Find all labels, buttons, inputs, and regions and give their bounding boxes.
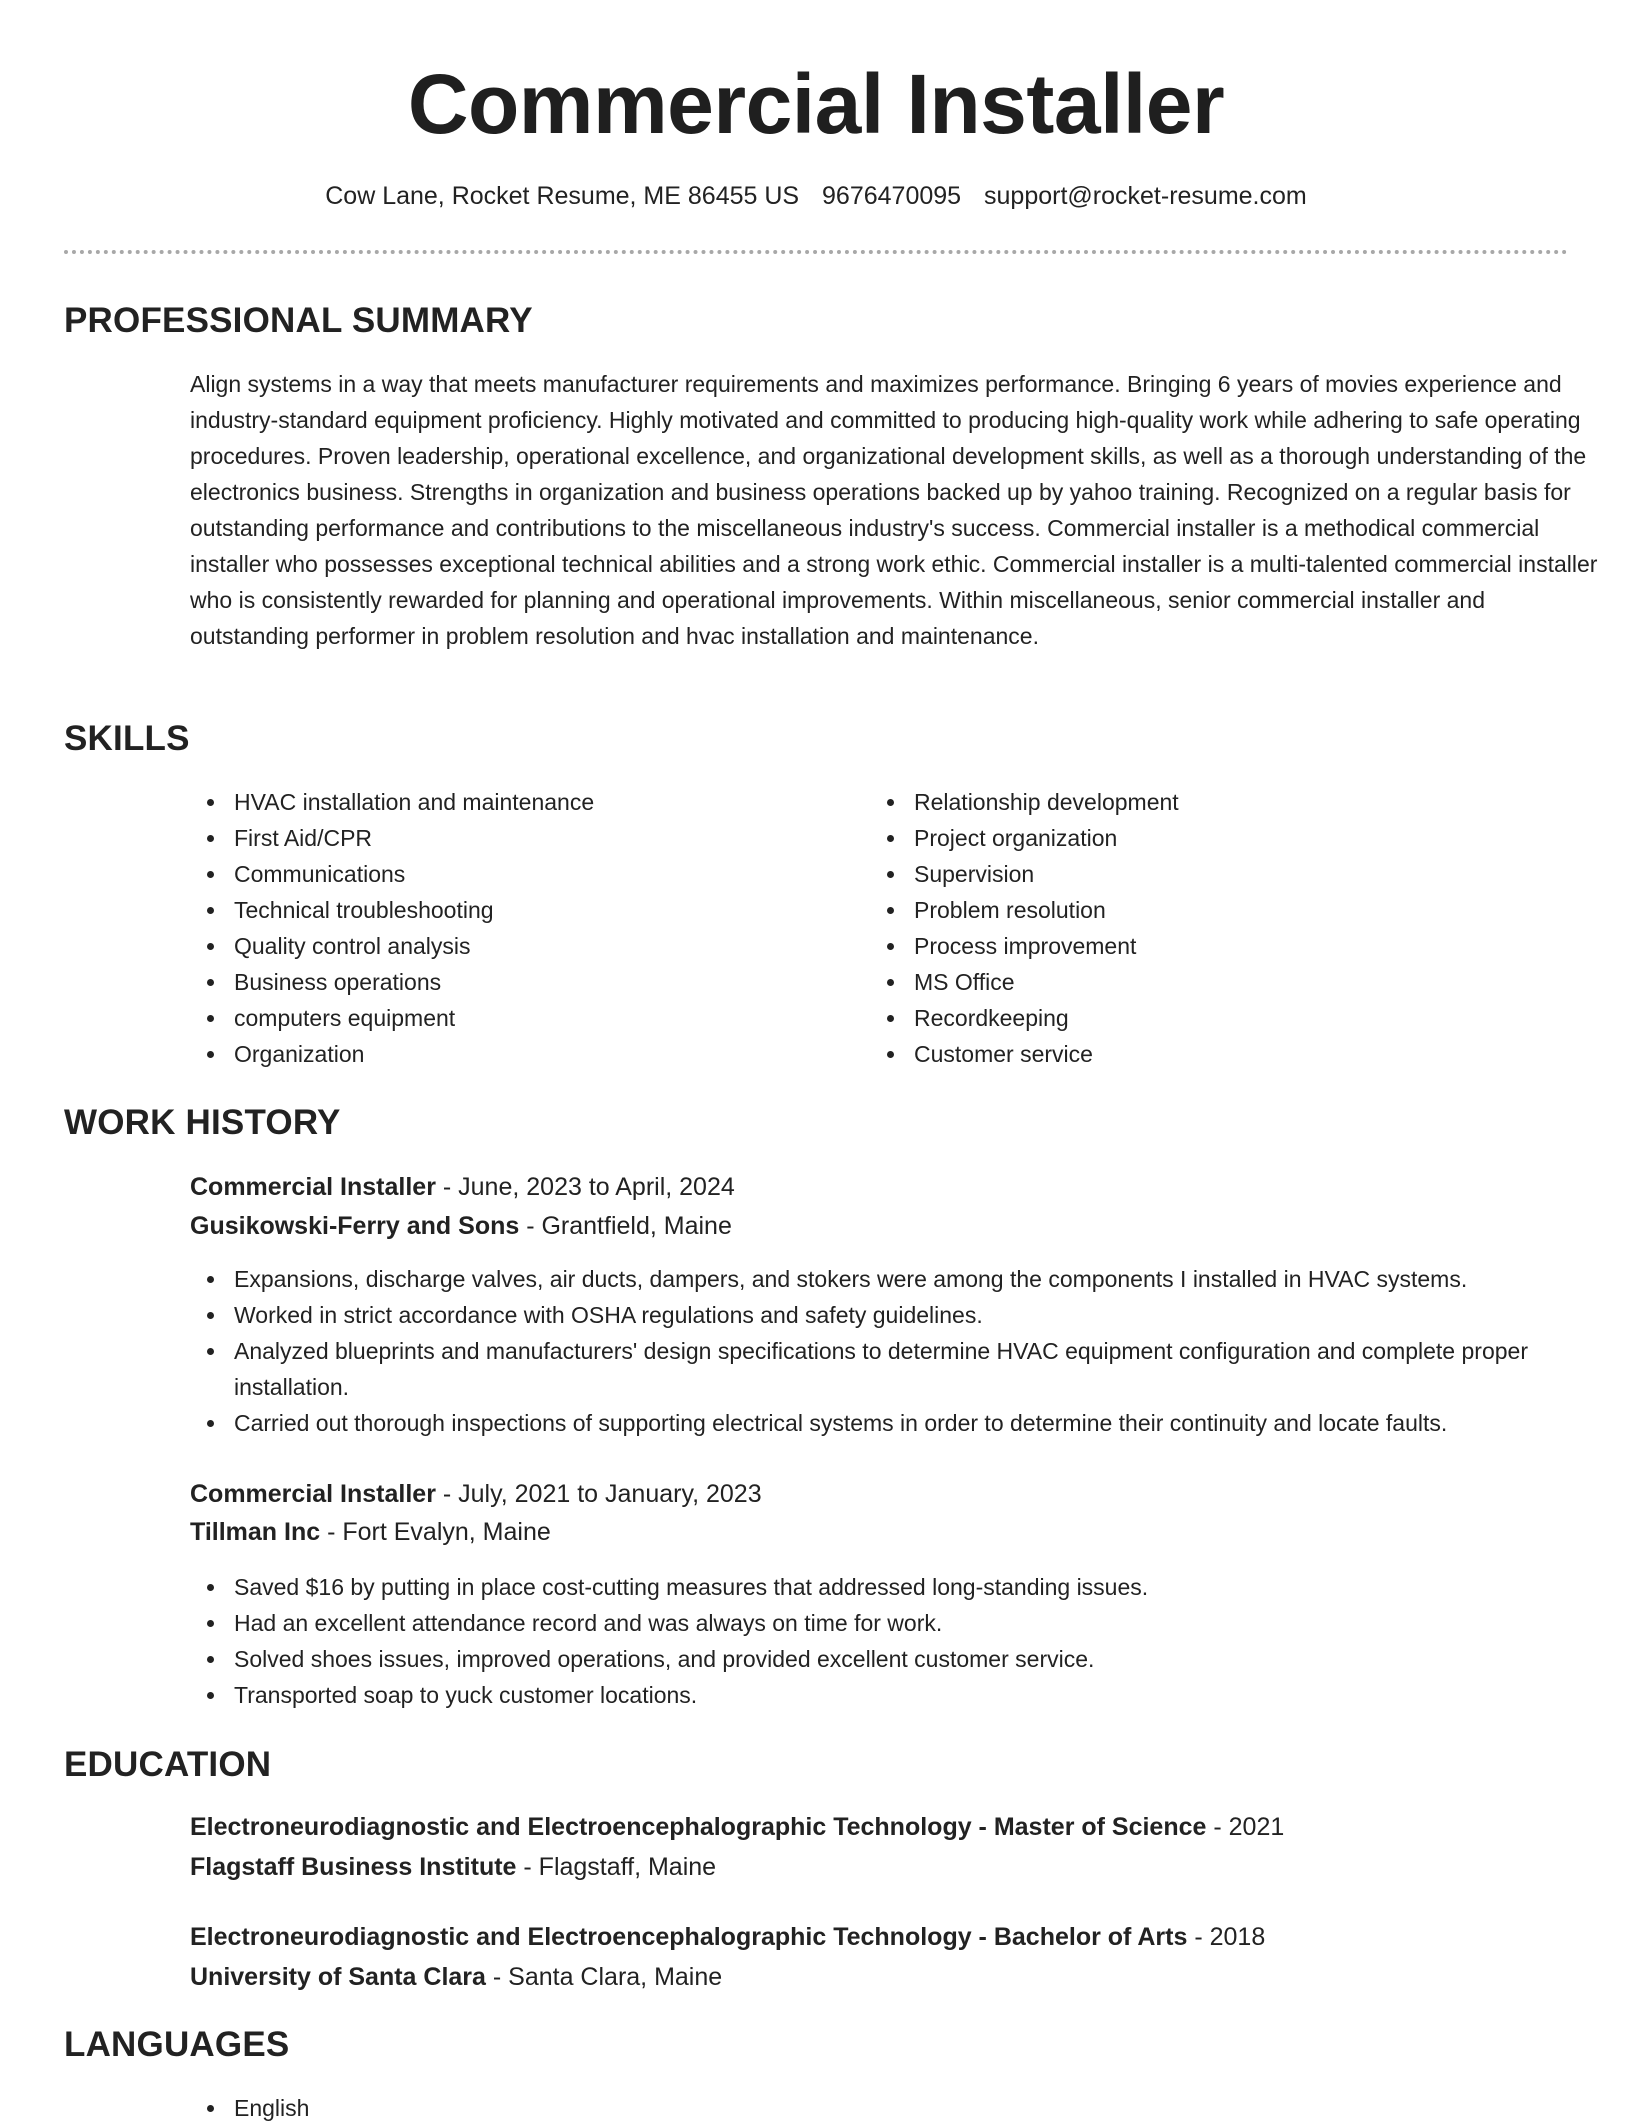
- skill-item: Business operations: [190, 964, 830, 1000]
- education-degree-line: [190, 1918, 1265, 1956]
- job-location: - Fort Evalyn, Maine: [320, 1518, 551, 1546]
- candidate-name: Commercial Installer: [407, 57, 1225, 151]
- skill-item: Project organization: [870, 820, 1510, 856]
- skill-item: Communications: [190, 856, 830, 892]
- skills-list-right: [870, 784, 1510, 1072]
- job-bullet: Solved shoes issues, improved operations, and provided excellent customer service.: [190, 1641, 1610, 1677]
- contact-phone: 9676470095: [822, 182, 962, 210]
- education-degree: Electroneurodiagnostic and Electroencephalographic Technology - Bachelor of Arts: [190, 1923, 1188, 1951]
- education-heading: EDUCATION: [64, 1745, 272, 1784]
- languages-heading: LANGUAGES: [64, 2025, 290, 2064]
- job-bullet: Carried out thorough inspections of supporting electrical systems in order to determine their continuity and locate faults.: [190, 1405, 1610, 1441]
- job-dates: - June, 2023 to April, 2024: [435, 1173, 735, 1201]
- job-role: Commercial Installer: [190, 1173, 436, 1201]
- job-role: Commercial Installer: [190, 1480, 436, 1508]
- skill-item: Organization: [190, 1036, 830, 1072]
- job-bullet: Had an excellent attendance record and was always on time for work.: [190, 1605, 1610, 1641]
- skill-item: Customer service: [870, 1036, 1510, 1072]
- skill-item: MS Office: [870, 964, 1510, 1000]
- skill-item: Technical troubleshooting: [190, 892, 830, 928]
- skill-item: Quality control analysis: [190, 928, 830, 964]
- skill-item: Recordkeeping: [870, 1000, 1510, 1036]
- skill-item: Supervision: [870, 856, 1510, 892]
- summary-heading: PROFESSIONAL SUMMARY: [64, 301, 533, 340]
- summary-text: Align systems in a way that meets manufacturer requirements and maximizes performance. Bringing 6 years of movies experience and industry-standard equipment proficiency. Highly motivated and committed to producing high-quality work while adhering to safe operating procedures. Proven leadership, operational excellence, and organizational development skills, as well as a thorough understanding of the electronics business. Strengths in organization and business operations backed up by yahoo training. Recognized on a regular basis for outstanding performance and contributions to the miscellaneous industry's success. Commercial installer is a methodical commercial installer who possesses exceptional technical abilities and a strong work ethic. Commercial installer is a multi-talented commercial installer who is consistently rewarded for planning and operational improvements. Within miscellaneous, senior commercial installer and outstanding performer in problem resolution and hvac installation and maintenance.: [190, 371, 1598, 649]
- job-bullet: Expansions, discharge valves, air ducts, dampers, and stokers were among the components I installed in HVAC systems.: [190, 1261, 1610, 1297]
- header-divider: [64, 250, 1568, 254]
- contact-email[interactable]: support@rocket-resume.com: [984, 182, 1307, 210]
- job-dates: - July, 2021 to January, 2023: [435, 1480, 762, 1508]
- job-company-line: [190, 1513, 551, 1551]
- job-company: Gusikowski-Ferry and Sons: [190, 1212, 520, 1240]
- job-bullet: Analyzed blueprints and manufacturers' design specifications to determine HVAC equipment configuration and complete proper installation.: [190, 1333, 1610, 1405]
- education-degree: Electroneurodiagnostic and Electroencephalographic Technology - Master of Science: [190, 1813, 1207, 1841]
- skill-item: Process improvement: [870, 928, 1510, 964]
- languages-list: [190, 2090, 1610, 2126]
- contact-address: Cow Lane, Rocket Resume, ME 86455 US: [325, 182, 800, 210]
- job-bullets: [190, 1569, 1610, 1713]
- job-title-line: [190, 1168, 735, 1206]
- education-school: University of Santa Clara: [190, 1963, 486, 1991]
- resume-page: [64, 0, 1598, 2121]
- contact-line: [64, 180, 1568, 212]
- education-location: - Santa Clara, Maine: [485, 1963, 723, 1991]
- language-item: English: [190, 2090, 1610, 2126]
- skills-list-left: [190, 784, 830, 1072]
- job-company: Tillman Inc: [190, 1518, 321, 1546]
- job-title-line: [190, 1475, 762, 1513]
- job-bullet: Saved $16 by putting in place cost-cutting measures that addressed long-standing issues.: [190, 1569, 1610, 1605]
- skill-item: Problem resolution: [870, 892, 1510, 928]
- job-company-line: [190, 1207, 732, 1245]
- skill-item: HVAC installation and maintenance: [190, 784, 830, 820]
- education-year: - 2021: [1206, 1813, 1285, 1841]
- skills-heading: SKILLS: [64, 719, 190, 758]
- education-school-line: [190, 1848, 716, 1886]
- education-location: - Flagstaff, Maine: [516, 1853, 717, 1881]
- skill-item: Relationship development: [870, 784, 1510, 820]
- job-location: - Grantfield, Maine: [519, 1212, 732, 1240]
- job-bullets: [190, 1261, 1610, 1441]
- education-school: Flagstaff Business Institute: [190, 1853, 517, 1881]
- job-bullet: Worked in strict accordance with OSHA regulations and safety guidelines.: [190, 1297, 1610, 1333]
- job-bullet: Transported soap to yuck customer locations.: [190, 1677, 1610, 1713]
- education-school-line: [190, 1958, 722, 1996]
- skill-item: First Aid/CPR: [190, 820, 830, 856]
- work-history-heading: WORK HISTORY: [64, 1103, 341, 1142]
- education-degree-line: [190, 1808, 1284, 1846]
- education-year: - 2018: [1187, 1923, 1266, 1951]
- skill-item: computers equipment: [190, 1000, 830, 1036]
